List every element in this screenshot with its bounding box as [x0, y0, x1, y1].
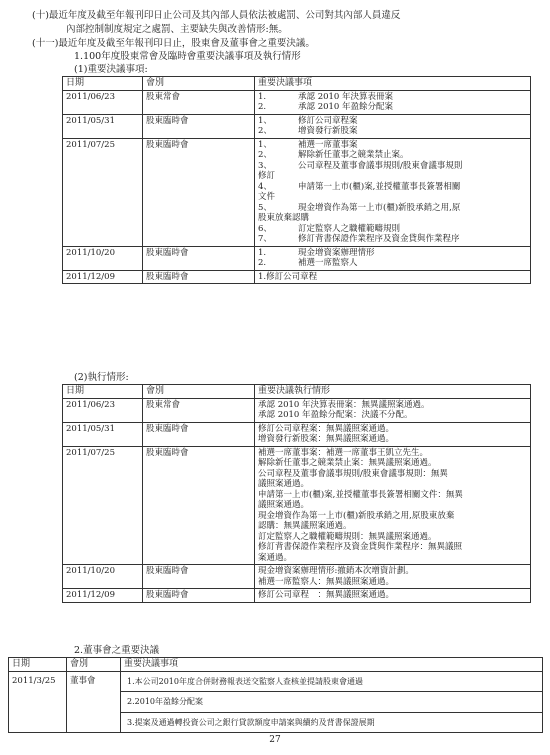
row-type: 股東臨時會 [143, 422, 255, 446]
item-text: 補選一席監察人 [298, 258, 358, 268]
table-row [63, 138, 531, 246]
row-date: 2011/3/25 [9, 671, 67, 733]
table-row [63, 565, 531, 589]
item-number: 6、 [258, 223, 272, 234]
execution-line: 補選一席監察人：無異議照案通過。 [258, 576, 395, 587]
execution-line: 議照案通過。 [258, 500, 310, 510]
resolution-item [258, 182, 527, 193]
item-text: 訂定監察人之職權範疇規則 [298, 223, 401, 234]
resolution-item [258, 213, 527, 224]
table-row [9, 671, 543, 733]
execution-line: 申請第一上市(櫃)案,並授權董事長簽署相關文件：無異 [258, 489, 463, 500]
row-date: 2011/12/09 [63, 270, 143, 284]
item-number: 1、 [258, 115, 272, 126]
item-number: 4、 [258, 181, 272, 192]
item-number: 2. [258, 102, 267, 112]
resolutions-table [62, 76, 531, 284]
resolution-item [258, 224, 527, 235]
row-resolutions [255, 90, 531, 114]
row-date: 2011/06/23 [63, 90, 143, 114]
item-text: 申請第一上市(櫃)案,並授權董事長簽署相關 [298, 181, 461, 192]
header-type: 會別 [67, 658, 121, 672]
resolution-item [258, 126, 527, 137]
para-item-10-line2: 內部控制制度規定之處罰、主要缺失與改善情形:無。 [66, 24, 288, 35]
board-resolution-1: 1.本公司2010年度合併財務報表送交監察人查核並提請股東會通過 [121, 672, 542, 693]
item-number: 1. [258, 91, 267, 102]
resolution-item [258, 116, 527, 127]
header-type: 會別 [143, 385, 255, 399]
item-text: 股東放棄認購 [258, 213, 310, 223]
row-type: 股東臨時會 [143, 270, 255, 284]
section-1-heading: 1.100年度股東常會及臨時會重要決議事項及執行情形 [74, 51, 301, 62]
row-type: 股東臨時會 [143, 246, 255, 270]
item-text: 公司章程及董事會議事規則/股東會議事規則 [298, 160, 463, 171]
item-text: 現金增資案辦理情形 [298, 247, 375, 258]
row-date: 2011/06/23 [63, 398, 143, 422]
execution-table [62, 384, 531, 603]
item-number: 1、 [258, 139, 272, 150]
row-execution [255, 446, 531, 565]
row-type: 董事會 [67, 671, 121, 733]
board-resolution-2: 2.2010年盈餘分配案 [121, 692, 542, 713]
board-resolutions-table [8, 657, 543, 733]
execution-line: 修訂公司章程案：無異議照案通過。 [258, 423, 395, 434]
item-number: 1. [258, 247, 267, 258]
row-resolutions [121, 671, 543, 733]
item-text: 修訂公司章程案 [298, 115, 358, 126]
table-row [63, 446, 531, 565]
item-text: 1.修訂公司章程 [258, 271, 318, 282]
execution-line: 補選一席董事案：補選一席董事王凱立先生。 [258, 447, 429, 458]
row-date: 2011/05/31 [63, 422, 143, 446]
execution-line: 訂定監察人之職權範疇規則：無異議照案通過。 [258, 531, 437, 542]
resolution-item [258, 102, 527, 113]
row-resolutions [255, 114, 531, 138]
row-type: 股東臨時會 [143, 589, 255, 603]
execution-line: 現金增資案辦理情形:撤銷本次增資計劃。 [258, 566, 414, 576]
row-date: 2011/05/31 [63, 114, 143, 138]
item-number: 3、 [258, 160, 272, 171]
row-type: 股東臨時會 [143, 565, 255, 589]
para-item-10-line1: (十)最近年度及截至年報刊印日止公司及其內部人員依法被處罰、公司對其內部人員違反 [32, 10, 401, 21]
table-row [63, 114, 531, 138]
header-date: 日期 [63, 77, 143, 91]
execution-line: 承認 2010 年決算表冊案：無異議照案通過。 [258, 399, 430, 410]
item-text: 承認 2010 年決算表冊案 [298, 91, 394, 102]
item-number: 2. [258, 258, 267, 268]
row-date: 2011/07/25 [63, 446, 143, 565]
header-date: 日期 [9, 658, 67, 672]
row-date: 2011/07/25 [63, 138, 143, 246]
item-number: 7、 [258, 234, 272, 244]
item-text: 解除新任董事之競業禁止案。 [298, 150, 409, 160]
execution-line: 案通過。 [258, 552, 293, 563]
section-2-heading: 2.董事會之重要決議 [74, 645, 160, 656]
table-row [63, 422, 531, 446]
section-1b-heading: (2)執行情形: [74, 372, 129, 383]
row-resolutions [255, 270, 531, 284]
item-number: 5、 [258, 202, 272, 213]
table-row [63, 589, 531, 603]
table-row [63, 90, 531, 114]
item-text: 修訂背書保證作業程序及資金貸與作業程序 [298, 234, 460, 244]
header-type: 會別 [143, 77, 255, 91]
resolution-item [258, 161, 527, 172]
row-type: 股東臨時會 [143, 114, 255, 138]
item-text: 增資發行新股案 [298, 126, 358, 136]
item-text: 承認 2010 年盈餘分配案 [298, 102, 394, 112]
item-text: 補選一席董事案 [298, 139, 358, 150]
board-resolution-3: 3.提案及通過轉投資公司之銀行貸款額度申請案與續約及背書保證展期 [127, 717, 375, 727]
resolution-item [258, 234, 527, 245]
resolution-item [258, 248, 527, 259]
resolution-item [258, 92, 527, 103]
execution-line: 增資發行新股案：無異議照案通過。 [258, 434, 395, 444]
header-date: 日期 [63, 385, 143, 399]
resolution-item [258, 272, 527, 283]
row-date: 2011/10/20 [63, 565, 143, 589]
header-resolutions: 重要決議事項 [255, 77, 531, 91]
row-date: 2011/10/20 [63, 246, 143, 270]
para-item-11: (十一)最近年度及截至年報刊印日止，股東會及董事會之重要決議。 [32, 38, 315, 49]
resolution-item [258, 192, 527, 203]
resolution-item [258, 203, 527, 214]
row-resolutions [255, 138, 531, 246]
row-type: 股東臨時會 [143, 446, 255, 565]
row-execution [255, 398, 531, 422]
item-text: 現金增資作為第一上市(櫃)新股承銷之用,原 [298, 202, 461, 213]
execution-line: 解除新任董事之競業禁止案：無異議照案通過。 [258, 458, 437, 468]
execution-line: 修訂公司章程 ：無異議照案通過。 [258, 590, 395, 600]
page-number: 27 [269, 735, 281, 745]
item-number: 2、 [258, 150, 272, 160]
item-text: 修訂 [258, 171, 276, 181]
header-resolutions: 重要決議事項 [121, 658, 543, 672]
resolution-item [258, 258, 527, 269]
item-number: 2、 [258, 126, 272, 136]
resolution-item [258, 171, 527, 182]
resolution-item [258, 150, 527, 161]
execution-line: 現金增資作為第一上市(櫃)新股承銷之用,原股東放棄 [258, 510, 455, 521]
execution-line: 公司章程及董事會議事規則/股東會議事規則：無異 [258, 468, 448, 479]
execution-line: 認購：無異議照案通過。 [258, 521, 352, 531]
row-execution [255, 565, 531, 589]
row-execution [255, 589, 531, 603]
row-type: 股東常會 [143, 90, 255, 114]
table-header-row [63, 385, 531, 399]
row-execution [255, 422, 531, 446]
execution-line: 修訂背書保證作業程序及資金貸與作業程序：無異議照 [258, 542, 463, 552]
table-header-row [9, 658, 543, 672]
row-type: 股東常會 [143, 398, 255, 422]
row-date: 2011/12/09 [63, 589, 143, 603]
item-text: 文件 [258, 192, 276, 202]
table-row [63, 270, 531, 284]
execution-line: 承認 2010 年盈餘分配案：決議不分配。 [258, 410, 413, 420]
table-row [63, 398, 531, 422]
row-resolutions [255, 246, 531, 270]
table-row [63, 246, 531, 270]
section-1a-heading: (1)重要決議事項: [74, 64, 148, 75]
execution-line: 議照案通過。 [258, 479, 310, 489]
table-header-row [63, 77, 531, 91]
resolution-item [258, 140, 527, 151]
header-execution: 重要決議執行情形 [255, 385, 531, 399]
row-type: 股東臨時會 [143, 138, 255, 246]
